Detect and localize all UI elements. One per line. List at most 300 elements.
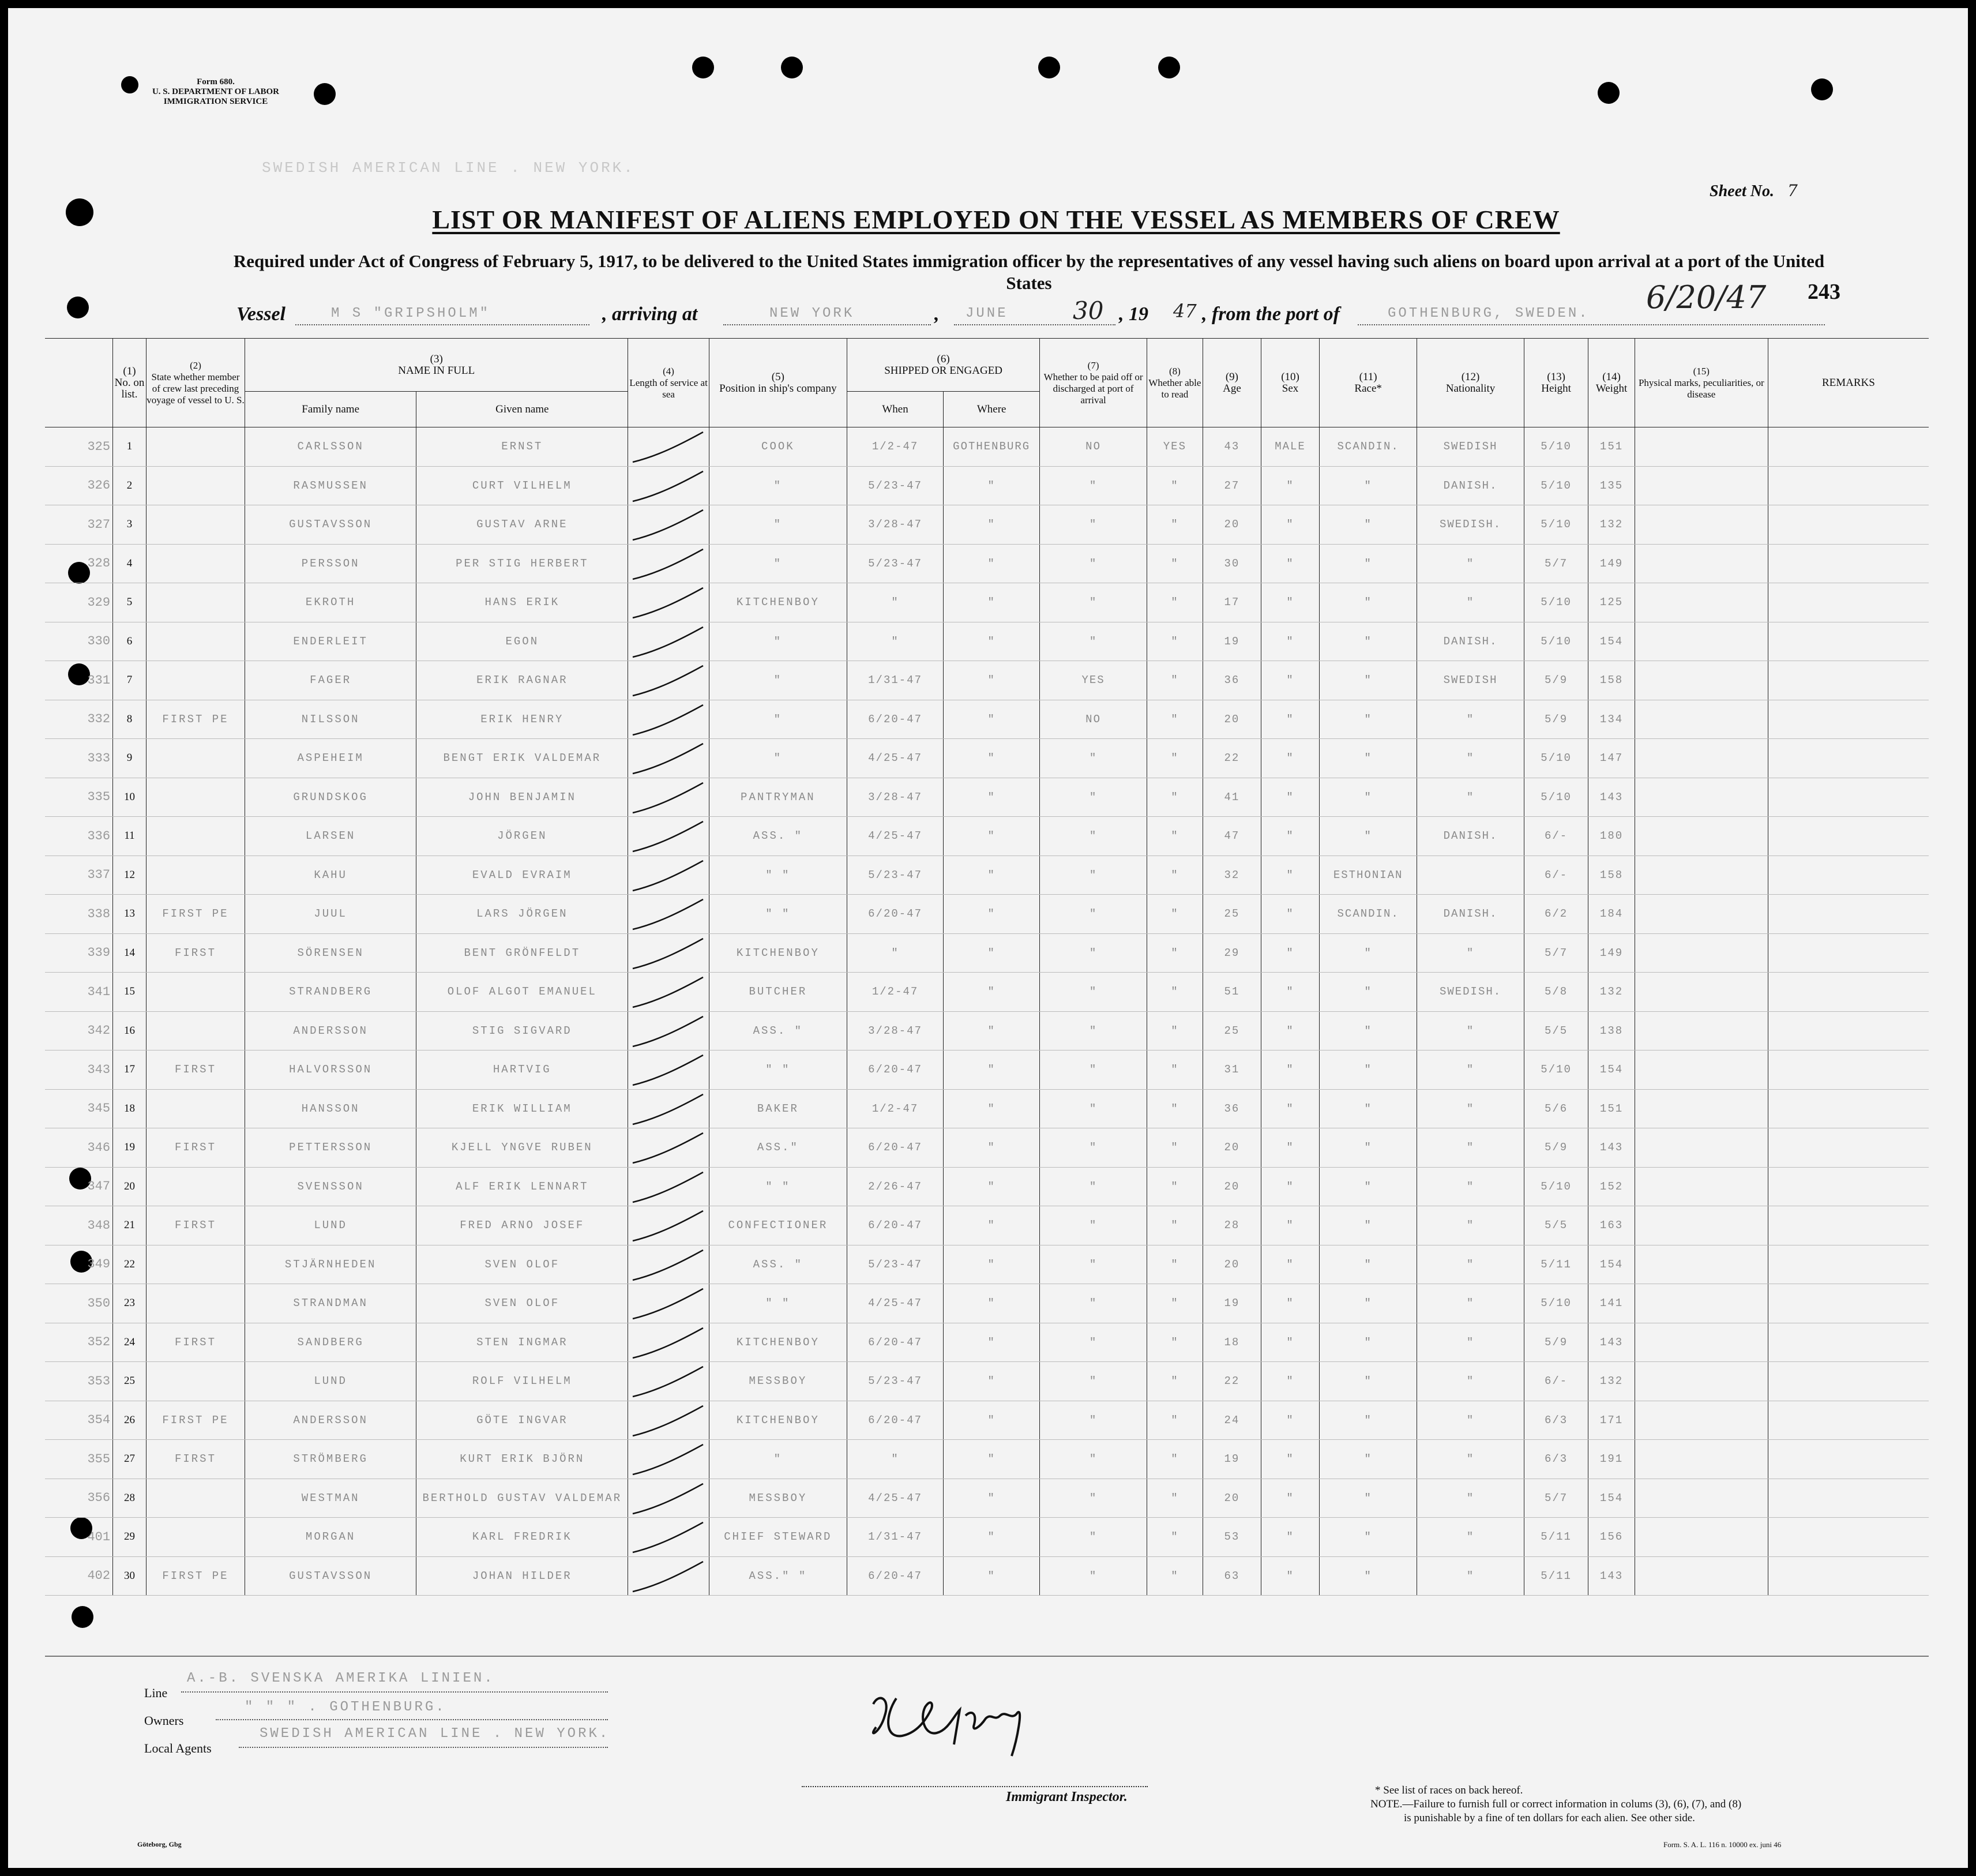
position-cell: KITCHENBOY <box>709 933 847 973</box>
nationality-cell: " <box>1417 1440 1524 1479</box>
ref-number-cell: 331 <box>45 661 113 700</box>
sheet-label: Sheet No. <box>1710 182 1774 200</box>
weight-cell: 149 <box>1588 544 1635 583</box>
sex-cell: " <box>1261 933 1319 973</box>
given-name-cell: ERNST <box>416 427 628 467</box>
table-row <box>45 1206 1929 1245</box>
nationality-cell: " <box>1417 1556 1524 1596</box>
nationality-cell: DANISH. <box>1417 895 1524 934</box>
paid-off-cell: " <box>1040 1440 1147 1479</box>
shipped-when-cell: 6/20-47 <box>847 1050 944 1090</box>
family-name-cell: STJÄRNHEDEN <box>245 1245 416 1284</box>
service-length-stroke <box>628 661 707 700</box>
paid-off-cell: " <box>1040 895 1147 934</box>
position-cell: PANTRYMAN <box>709 778 847 817</box>
able-to-read-cell: " <box>1147 622 1203 661</box>
shipped-where-cell: " <box>944 1245 1040 1284</box>
height-cell: 6/- <box>1524 856 1588 895</box>
sex-cell: " <box>1261 1245 1319 1284</box>
previous-voyage-cell <box>146 505 245 545</box>
age-cell: 19 <box>1203 1284 1261 1323</box>
service-length-cell <box>628 1089 709 1128</box>
sex-cell: " <box>1261 1362 1319 1401</box>
table-row <box>45 466 1929 505</box>
col-paid-off-header: (7) Whether to be paid off or discharged at port of arrival <box>1040 339 1147 427</box>
age-cell: 51 <box>1203 973 1261 1012</box>
table-row <box>45 1128 1929 1168</box>
penalty-note: NOTE.—Failure to furnish full or correct information in colums (3), (6), (7), and (8) <box>1370 1798 1742 1810</box>
height-cell: 5/11 <box>1524 1556 1588 1596</box>
form-header <box>123 77 308 107</box>
nationality-cell: DANISH. <box>1417 466 1524 505</box>
service-length-stroke <box>628 1245 707 1284</box>
race-cell: " <box>1320 1011 1417 1050</box>
col-race-header: (11) Race* <box>1320 339 1417 427</box>
position-cell: " " <box>709 1167 847 1206</box>
height-cell: 5/10 <box>1524 622 1588 661</box>
race-cell: " <box>1320 622 1417 661</box>
col-nationality-header: (12) Nationality <box>1417 339 1524 427</box>
paid-off-cell: YES <box>1040 661 1147 700</box>
col-given-name-header: Given name <box>416 392 628 427</box>
shipped-where-cell: " <box>944 1128 1040 1168</box>
table-row <box>45 817 1929 856</box>
physical-marks-cell <box>1635 1206 1768 1245</box>
shipped-when-cell: 4/25-47 <box>847 1479 944 1518</box>
service-length-cell <box>628 1206 709 1245</box>
table-row <box>45 1284 1929 1323</box>
given-name-cell: FRED ARNO JOSEF <box>416 1206 628 1245</box>
family-name-cell: JUUL <box>245 895 416 934</box>
weight-cell: 143 <box>1588 1323 1635 1362</box>
height-cell: 5/7 <box>1524 1479 1588 1518</box>
ref-number-cell: 337 <box>45 856 113 895</box>
col-where-header: Where <box>944 392 1040 427</box>
shipped-where-cell: " <box>944 1556 1040 1596</box>
family-name-cell: ANDERSSON <box>245 1011 416 1050</box>
service-length-cell <box>628 1245 709 1284</box>
comma: , <box>934 303 940 325</box>
race-cell: " <box>1320 544 1417 583</box>
weight-cell: 158 <box>1588 661 1635 700</box>
age-cell: 47 <box>1203 817 1261 856</box>
race-cell: " <box>1320 817 1417 856</box>
shipped-when-cell: 6/20-47 <box>847 895 944 934</box>
race-cell: " <box>1320 778 1417 817</box>
shipped-when-cell: 4/25-47 <box>847 1284 944 1323</box>
shipped-when-cell: 6/20-47 <box>847 1556 944 1596</box>
shipped-when-cell: 5/23-47 <box>847 1362 944 1401</box>
age-cell: 36 <box>1203 1089 1261 1128</box>
previous-voyage-cell <box>146 1362 245 1401</box>
remarks-cell <box>1768 544 1929 583</box>
able-to-read-cell: " <box>1147 505 1203 545</box>
col-remarks-header: REMARKS <box>1768 339 1929 427</box>
family-name-cell: HALVORSSON <box>245 1050 416 1090</box>
physical-marks-cell <box>1635 661 1768 700</box>
given-name-cell: KJELL YNGVE RUBEN <box>416 1128 628 1168</box>
sheet-number <box>1710 181 1798 201</box>
race-cell: " <box>1320 933 1417 973</box>
given-name-cell: OLOF ALGOT EMANUEL <box>416 973 628 1012</box>
table-row <box>45 622 1929 661</box>
race-cell: " <box>1320 1323 1417 1362</box>
nationality-cell: " <box>1417 1323 1524 1362</box>
physical-marks-cell <box>1635 427 1768 467</box>
previous-voyage-cell <box>146 856 245 895</box>
ref-number-cell: 342 <box>45 1011 113 1050</box>
previous-voyage-cell: FIRST <box>146 1323 245 1362</box>
remarks-cell <box>1768 1206 1929 1245</box>
height-cell: 6/2 <box>1524 895 1588 934</box>
height-cell: 6/- <box>1524 1362 1588 1401</box>
ref-number-cell: 352 <box>45 1323 113 1362</box>
previous-voyage-cell <box>146 1479 245 1518</box>
able-to-read-cell: " <box>1147 1206 1203 1245</box>
year-prefix: , 19 <box>1119 303 1148 325</box>
previous-voyage-cell: FIRST <box>146 1206 245 1245</box>
sex-cell: " <box>1261 466 1319 505</box>
shipped-where-cell: " <box>944 1089 1040 1128</box>
given-name-cell: SVEN OLOF <box>416 1245 628 1284</box>
previous-voyage-cell: FIRST PE <box>146 700 245 739</box>
table-row <box>45 1479 1929 1518</box>
physical-marks-cell <box>1635 778 1768 817</box>
service-length-stroke <box>628 778 707 817</box>
inspector-label: Immigrant Inspector. <box>1006 1789 1128 1804</box>
paid-off-cell: " <box>1040 739 1147 778</box>
row-number-cell: 28 <box>113 1479 146 1518</box>
row-number-cell: 5 <box>113 583 146 622</box>
service-length-stroke <box>628 934 707 973</box>
ref-number-cell: 345 <box>45 1089 113 1128</box>
service-length-cell <box>628 1050 709 1090</box>
service-length-stroke <box>628 856 707 895</box>
departure-port: GOTHENBURG, SWEDEN. <box>1388 306 1590 321</box>
service-length-stroke <box>628 1168 707 1206</box>
physical-marks-cell <box>1635 700 1768 739</box>
ref-number-cell: 329 <box>45 583 113 622</box>
nationality-cell: DANISH. <box>1417 817 1524 856</box>
able-to-read-cell: " <box>1147 933 1203 973</box>
service-length-cell <box>628 1167 709 1206</box>
service-length-cell <box>628 1479 709 1518</box>
position-cell: " " <box>709 856 847 895</box>
race-cell: " <box>1320 973 1417 1012</box>
weight-cell: 154 <box>1588 1479 1635 1518</box>
shipped-where-cell: " <box>944 1518 1040 1557</box>
row-number-cell: 2 <box>113 466 146 505</box>
ref-number-cell: 333 <box>45 739 113 778</box>
physical-marks-cell <box>1635 1050 1768 1090</box>
race-cell: " <box>1320 1089 1417 1128</box>
nationality-cell: SWEDISH. <box>1417 973 1524 1012</box>
family-name-cell: ENDERLEIT <box>245 622 416 661</box>
family-name-cell: RASMUSSEN <box>245 466 416 505</box>
stamp-date: 6/20/47 <box>1646 279 1767 316</box>
previous-voyage-cell <box>146 739 245 778</box>
able-to-read-cell: " <box>1147 544 1203 583</box>
shipped-when-cell: 1/31-47 <box>847 1518 944 1557</box>
ref-number-cell: 339 <box>45 933 113 973</box>
family-name-cell: SVENSSON <box>245 1167 416 1206</box>
able-to-read-cell: " <box>1147 661 1203 700</box>
arrival-day: 30 <box>1073 297 1104 325</box>
col-shipped-header: (6) SHIPPED OR ENGAGED <box>847 339 1040 392</box>
remarks-cell <box>1768 1284 1929 1323</box>
given-name-cell: LARS JÖRGEN <box>416 895 628 934</box>
punch-hole <box>72 1606 93 1628</box>
service-length-stroke <box>628 1557 707 1596</box>
table-row <box>45 1401 1929 1440</box>
service-length-stroke <box>628 545 707 583</box>
shipped-when-cell: " <box>847 583 944 622</box>
shipped-where-cell: " <box>944 1323 1040 1362</box>
remarks-cell <box>1768 427 1929 467</box>
table-row <box>45 1089 1929 1128</box>
ref-number-cell: 343 <box>45 1050 113 1090</box>
given-name-cell: ALF ERIK LENNART <box>416 1167 628 1206</box>
punch-hole <box>1038 57 1060 78</box>
ref-column-header <box>45 339 113 427</box>
col-no-header: (1) No. on list. <box>113 339 146 427</box>
remarks-cell <box>1768 973 1929 1012</box>
nationality-cell: " <box>1417 1128 1524 1168</box>
service-length-stroke <box>628 1284 707 1323</box>
sex-cell: " <box>1261 661 1319 700</box>
weight-cell: 158 <box>1588 856 1635 895</box>
position-cell: KITCHENBOY <box>709 1323 847 1362</box>
able-to-read-cell: " <box>1147 1167 1203 1206</box>
shipped-when-cell: 3/28-47 <box>847 778 944 817</box>
position-cell: BUTCHER <box>709 973 847 1012</box>
shipped-when-cell: 4/25-47 <box>847 817 944 856</box>
shipped-where-cell: " <box>944 1479 1040 1518</box>
family-name-cell: NILSSON <box>245 700 416 739</box>
table-row <box>45 739 1929 778</box>
nationality-cell: " <box>1417 1401 1524 1440</box>
age-cell: 63 <box>1203 1556 1261 1596</box>
weight-cell: 138 <box>1588 1011 1635 1050</box>
nationality-cell: " <box>1417 1479 1524 1518</box>
line-value: A.-B. SVENSKA AMERIKA LINIEN. <box>187 1671 495 1686</box>
race-cell: " <box>1320 466 1417 505</box>
punch-hole <box>1158 57 1180 78</box>
paid-off-cell: NO <box>1040 427 1147 467</box>
ref-number-cell: 346 <box>45 1128 113 1168</box>
paid-off-cell: " <box>1040 778 1147 817</box>
physical-marks-cell <box>1635 544 1768 583</box>
remarks-cell <box>1768 1401 1929 1440</box>
family-name-cell: CARLSSON <box>245 427 416 467</box>
paid-off-cell: " <box>1040 1362 1147 1401</box>
sex-cell: " <box>1261 622 1319 661</box>
remarks-cell <box>1768 1479 1929 1518</box>
col-physical-header: (15) Physical marks, peculiarities, or disease <box>1635 339 1768 427</box>
paid-off-cell: " <box>1040 1089 1147 1128</box>
col-name-header: (3) NAME IN FULL <box>245 339 628 392</box>
shipped-when-cell: 6/20-47 <box>847 1128 944 1168</box>
shipped-where-cell: " <box>944 505 1040 545</box>
sex-cell: " <box>1261 817 1319 856</box>
weight-cell: 152 <box>1588 1167 1635 1206</box>
weight-cell: 132 <box>1588 505 1635 545</box>
physical-marks-cell <box>1635 739 1768 778</box>
ref-number-cell: 353 <box>45 1362 113 1401</box>
service-length-cell <box>628 427 709 467</box>
crew-table <box>45 338 1929 1596</box>
shipped-when-cell: 5/23-47 <box>847 466 944 505</box>
previous-voyage-cell <box>146 1011 245 1050</box>
family-name-cell: ASPEHEIM <box>245 739 416 778</box>
weight-cell: 141 <box>1588 1284 1635 1323</box>
service-length-cell <box>628 1362 709 1401</box>
age-cell: 17 <box>1203 583 1261 622</box>
paid-off-cell: " <box>1040 1401 1147 1440</box>
height-cell: 5/6 <box>1524 1089 1588 1128</box>
nationality-cell: " <box>1417 933 1524 973</box>
table-row <box>45 1518 1929 1557</box>
remarks-cell <box>1768 1245 1929 1284</box>
shipped-when-cell: 2/26-47 <box>847 1167 944 1206</box>
able-to-read-cell: " <box>1147 1050 1203 1090</box>
age-cell: 29 <box>1203 933 1261 973</box>
from-label: , from the port of <box>1202 303 1340 325</box>
col-height-header: (13) Height <box>1524 339 1588 427</box>
row-number-cell: 21 <box>113 1206 146 1245</box>
weight-cell: 147 <box>1588 739 1635 778</box>
height-cell: 5/10 <box>1524 466 1588 505</box>
family-name-cell: LUND <box>245 1206 416 1245</box>
shipped-where-cell: " <box>944 1362 1040 1401</box>
remarks-cell <box>1768 505 1929 545</box>
table-row <box>45 1440 1929 1479</box>
department: U. S. DEPARTMENT OF LABOR <box>152 87 280 96</box>
paid-off-cell: " <box>1040 817 1147 856</box>
previous-voyage-cell <box>146 661 245 700</box>
row-number-cell: 3 <box>113 505 146 545</box>
weight-cell: 180 <box>1588 817 1635 856</box>
physical-marks-cell <box>1635 505 1768 545</box>
footer-rule <box>45 1656 1929 1657</box>
row-number-cell: 18 <box>113 1089 146 1128</box>
height-cell: 5/9 <box>1524 1128 1588 1168</box>
remarks-cell <box>1768 739 1929 778</box>
punch-hole <box>1598 82 1620 104</box>
physical-marks-cell <box>1635 1284 1768 1323</box>
ref-number-cell: 347 <box>45 1167 113 1206</box>
height-cell: 5/7 <box>1524 544 1588 583</box>
height-cell: 5/9 <box>1524 700 1588 739</box>
shipped-when-cell: " <box>847 622 944 661</box>
physical-marks-cell <box>1635 856 1768 895</box>
paid-off-cell: " <box>1040 544 1147 583</box>
paid-off-cell: " <box>1040 1167 1147 1206</box>
row-number-cell: 4 <box>113 544 146 583</box>
ref-number-cell: 326 <box>45 466 113 505</box>
service-length-cell <box>628 1401 709 1440</box>
sex-cell: " <box>1261 1401 1319 1440</box>
able-to-read-cell: " <box>1147 973 1203 1012</box>
height-cell: 5/10 <box>1524 505 1588 545</box>
col-length-header: (4) Length of service at sea <box>628 339 709 427</box>
family-name-cell: LARSEN <box>245 817 416 856</box>
sex-cell: " <box>1261 1128 1319 1168</box>
sex-cell: " <box>1261 1050 1319 1090</box>
previous-voyage-cell <box>146 544 245 583</box>
nationality-cell: " <box>1417 1089 1524 1128</box>
given-name-cell: ERIK WILLIAM <box>416 1089 628 1128</box>
shipped-when-cell: 6/20-47 <box>847 1401 944 1440</box>
age-cell: 32 <box>1203 856 1261 895</box>
race-cell: " <box>1320 1128 1417 1168</box>
weight-cell: 149 <box>1588 933 1635 973</box>
remarks-cell <box>1768 1050 1929 1090</box>
faint-header: SWEDISH AMERICAN LINE . NEW YORK. <box>262 159 635 177</box>
ref-number-cell: 327 <box>45 505 113 545</box>
paid-off-cell: " <box>1040 856 1147 895</box>
row-number-cell: 11 <box>113 817 146 856</box>
shipped-when-cell: 3/28-47 <box>847 1011 944 1050</box>
race-cell: " <box>1320 1206 1417 1245</box>
previous-voyage-cell <box>146 1518 245 1557</box>
able-to-read-cell: " <box>1147 1479 1203 1518</box>
race-cell: " <box>1320 505 1417 545</box>
table-row <box>45 1323 1929 1362</box>
row-number-cell: 7 <box>113 661 146 700</box>
race-cell: " <box>1320 739 1417 778</box>
nationality-cell: SWEDISH <box>1417 427 1524 467</box>
service-length-cell <box>628 661 709 700</box>
races-note: * See list of races on back hereof. <box>1375 1784 1523 1796</box>
race-cell: " <box>1320 1479 1417 1518</box>
arriving-label: , arriving at <box>602 303 698 325</box>
ref-number-cell: 402 <box>45 1556 113 1596</box>
age-cell: 20 <box>1203 1479 1261 1518</box>
height-cell: 5/10 <box>1524 1050 1588 1090</box>
service-length-cell <box>628 973 709 1012</box>
family-name-cell: STRANDMAN <box>245 1284 416 1323</box>
table-row <box>45 973 1929 1012</box>
shipped-where-cell: " <box>944 700 1040 739</box>
paid-off-cell: " <box>1040 1050 1147 1090</box>
service-length-stroke <box>628 1206 707 1245</box>
shipped-where-cell: " <box>944 661 1040 700</box>
shipped-where-cell: " <box>944 973 1040 1012</box>
sex-cell: " <box>1261 1440 1319 1479</box>
nationality-cell: SWEDISH. <box>1417 505 1524 545</box>
able-to-read-cell: " <box>1147 1284 1203 1323</box>
sex-cell: " <box>1261 700 1319 739</box>
physical-marks-cell <box>1635 1167 1768 1206</box>
row-number-cell: 22 <box>113 1245 146 1284</box>
age-cell: 20 <box>1203 1128 1261 1168</box>
arrival-year: 47 <box>1173 300 1197 322</box>
physical-marks-cell <box>1635 1011 1768 1050</box>
shipped-where-cell: " <box>944 1011 1040 1050</box>
shipped-where-cell: " <box>944 739 1040 778</box>
physical-marks-cell <box>1635 1556 1768 1596</box>
service-length-cell <box>628 817 709 856</box>
paid-off-cell: " <box>1040 583 1147 622</box>
age-cell: 25 <box>1203 1011 1261 1050</box>
physical-marks-cell <box>1635 1245 1768 1284</box>
position-cell: KITCHENBOY <box>709 583 847 622</box>
paid-off-cell: " <box>1040 1011 1147 1050</box>
family-name-cell: SANDBERG <box>245 1323 416 1362</box>
position-cell: " <box>709 739 847 778</box>
sex-cell: " <box>1261 895 1319 934</box>
